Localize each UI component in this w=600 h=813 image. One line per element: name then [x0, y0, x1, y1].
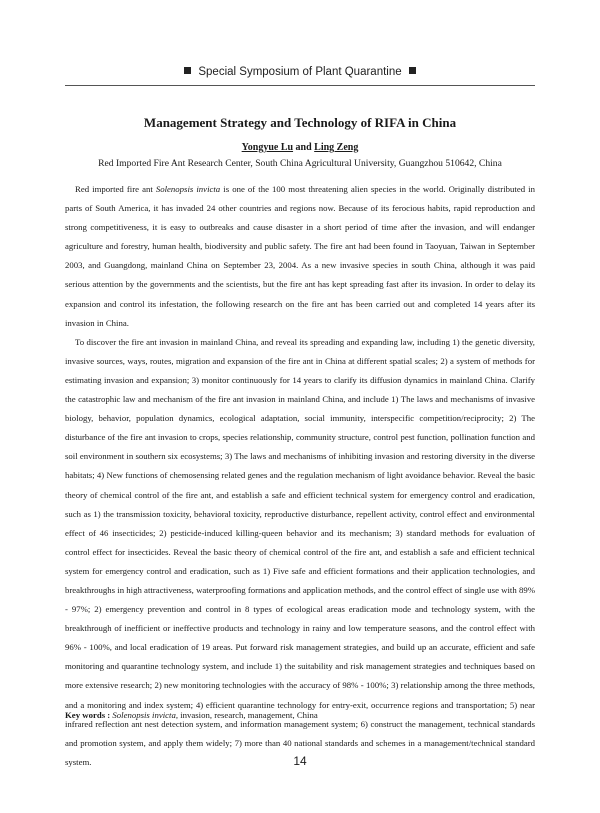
- author-first: Yongyue Lu: [241, 142, 294, 153]
- square-bullet-icon: [409, 67, 416, 74]
- running-header-text: Special Symposium of Plant Quarantine: [198, 66, 402, 78]
- page-number: 14: [293, 754, 307, 768]
- running-header: [65, 66, 535, 78]
- abstract-body: [65, 180, 535, 772]
- para1-rest: is one of the 100 most threatening alien species in the world. Originally distributed in parts of South America, it has invaded 24 other countries and regions now. Because of its ferocious habits, rapid reproduction and strong competitiveness, it is easy to outbreaks and cause disaster in a short period of time after the invasion, and will endanger agriculture and forestry, human health, biodiversity and public safety. The fire ant had been found in Taoyuan, Taiwan in September 2003, and Guangdong, mainland China on September 23, 2004. As a new invasive species in south China, although it was paid serious attention by the governments and the scientists, but the fire ant has kept spreading fast after its invasion. In order to delay its expansion and control its infestation, the following research on the fire ant has been carried out and completed 14 years after its invasion in China.: [65, 184, 535, 328]
- para1-start: Red imported fire ant: [75, 184, 156, 194]
- species-name: Solenopsis invicta: [155, 184, 221, 194]
- paper-title: Management Strategy and Technology of RIFA in China: [143, 115, 457, 130]
- keywords-label: Key words :: [65, 710, 111, 720]
- abstract-paragraph-2: To discover the fire ant invasion in mainland China, and reveal its spreading and expanding law, including 1) the genetic diversity, invasive sources, ways, routes, migration and expansion of the fire ant in China at different spatial scales; 2) a system of methods for estimating invasion and expansion; 3) monitor continuously for 14 years to clarify its diffusion dynamics in mainland China. Clarify the catastrophic law and mechanism of the fire ant invasion in mainland China, and include 1) The laws and mechanisms of invasive biology, behavior, population dynamics, ecological adaptation, social immunity, interspecific competition/reciprocity; 2) The disturbance of the fire ant invasion to crops, species relationship, community structure, control pest function, pollination function and soil environment in southern six ecosystems; 3) The laws and mechanisms of inhibiting invasion and restoring diversity in the diverse habitats; 4) New functions of chemosensing related genes and the regulation mechanism of light avoidance behavior. Reveal the basic theory of chemical control of the fire ant, and establish a safe and efficient technical system for emergency control and eradication, such as 1) the transmission toxicity, behavioral toxicity, reproductive disturbance, repellent activity, control effect and environmental effect of 46 insecticides; 2) pesticide-induced killing-queen behavior and its mechanism; 3) standard methods for evaluation of control effect for insecticides. Reveal the basic theory of chemical control of the fire ant, and establish a safe and efficient technical system for emergency control and eradication, such as 1) Five safe and efficient formations and their application technologies, and breakthroughs in high attractiveness, waterproofing formations and application methods, and the control effect of single use with 89% - 97%; 2) emergency prevention and control in 8 types of ecological areas eradication mode and technology system, with the breakthrough of inefficient or ineffective products and technology in rainy and low temperature seasons, and the control effect with 96% - 100%, and local eradication of 19 areas. Put forward risk management strategies, and build up an accurate, efficient and safe monitoring and quarantine technology system, and include 1) the suitability and risk management strategies and techniques based on more extensive research; 2) new monitoring technologies with the accuracy of 98% - 100%; 3) relationship among the three methods, and a monitoring and index system; 4) efficient quarantine technology for entry-exit, occurrence regions and transportation; 5) near infrared reflection ant nest detection system, and information management system; 6) construct the management, technical standards and promotion system, and apply them widely; 7) more than 40 national standards and schemes in a management/technical standard system.: [65, 336, 535, 767]
- keywords-rest: , invasion, research, management, China: [175, 710, 318, 720]
- affiliation: Red Imported Fire Ant Research Center, South China Agricultural University, Guangzhou 510642, China: [98, 158, 502, 169]
- keywords-species: Solenopsis invicta: [112, 710, 176, 720]
- author-joiner: and: [293, 142, 315, 153]
- author-second: Ling Zeng: [314, 142, 359, 153]
- abstract-paragraph-1: [65, 180, 535, 333]
- author-line: [65, 142, 535, 153]
- keywords-line: [65, 706, 535, 725]
- square-bullet-icon: [184, 67, 191, 74]
- header-rule: [65, 85, 535, 86]
